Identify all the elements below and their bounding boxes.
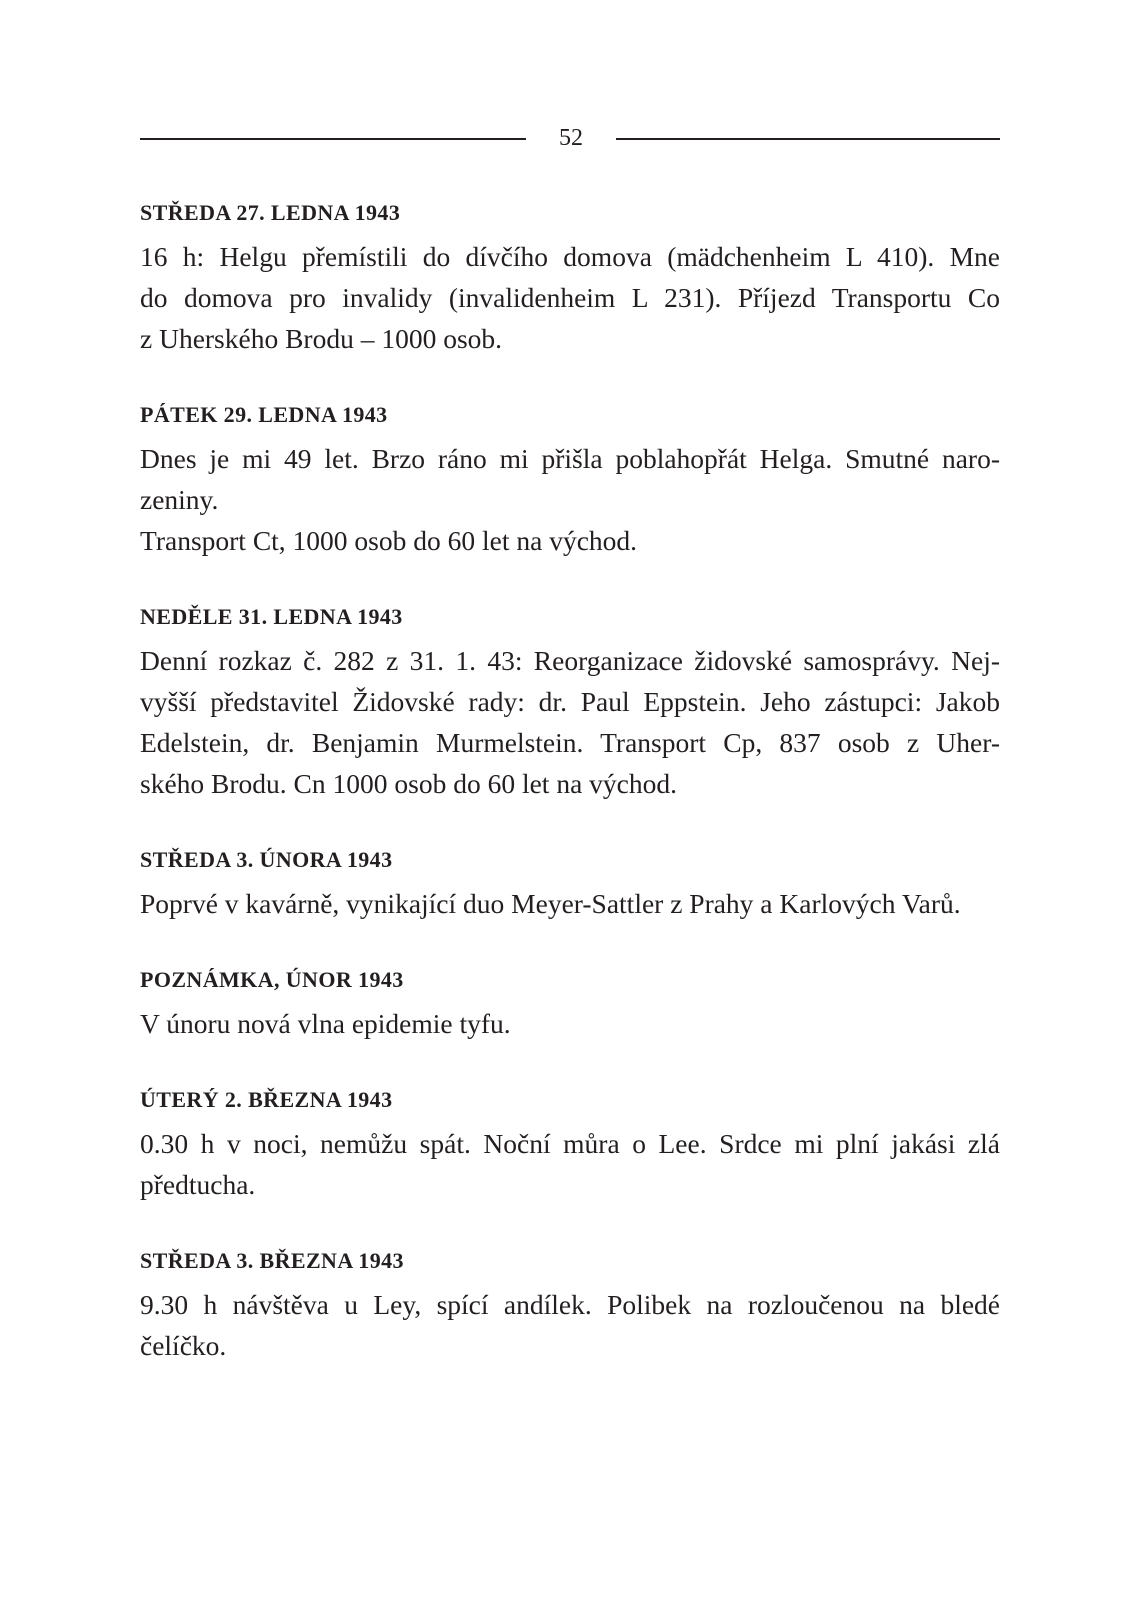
entry-text	[140, 236, 1000, 359]
entry-date-heading: POZNÁMKA, ÚNOR 1943	[140, 967, 404, 992]
diary-entry	[140, 196, 1000, 359]
entry-date-heading: ÚTERÝ 2. BŘEZNA 1943	[140, 1087, 393, 1112]
text-line: Denní rozkaz č. 282 z 31. 1. 43: Reorganizace židovské samosprávy. Nej-	[140, 645, 1000, 676]
text-line: čelíčko.	[140, 1330, 227, 1361]
entry-text	[140, 1003, 1000, 1044]
text-line: z Uherského Brodu – 1000 osob.	[140, 323, 503, 354]
text-line: zeniny.	[140, 484, 219, 515]
text-line: předtucha.	[140, 1169, 256, 1200]
text-line: Transport Ct, 1000 osob do 60 let na východ.	[140, 525, 638, 556]
diary-entry	[140, 1244, 1000, 1366]
entry-text	[140, 438, 1000, 561]
text-line: 0.30 h v noci, nemůžu spát. Noční můra o Lee. Srdce mi plní jakási zlá	[140, 1128, 1000, 1159]
entry-date-heading: STŘEDA 27. LEDNA 1943	[140, 200, 401, 225]
header-rule-left	[140, 138, 526, 140]
diary-entries	[140, 196, 1000, 1405]
text-line: ského Brodu. Cn 1000 osob do 60 let na východ.	[140, 768, 677, 799]
entry-date-heading: PÁTEK 29. LEDNA 1943	[140, 402, 388, 427]
diary-entry	[140, 843, 1000, 924]
text-line: Edelstein, dr. Benjamin Murmelstein. Transport Cp, 837 osob z Uher-	[140, 727, 1000, 758]
page-number: 52	[559, 125, 583, 151]
text-line: 9.30 h návštěva u Ley, spící andílek. Polibek na rozloučenou na bledé	[140, 1289, 1000, 1320]
text-line: do domova pro invalidy (invalidenheim L 231). Příjezd Transportu Co	[140, 282, 1000, 313]
entry-date-heading: STŘEDA 3. BŘEZNA 1943	[140, 1248, 404, 1273]
entry-text	[140, 640, 1000, 804]
page-header	[140, 122, 1000, 154]
entry-date-heading: NEDĚLE 31. LEDNA 1943	[140, 604, 403, 629]
text-line: V únoru nová vlna epidemie tyfu.	[140, 1008, 511, 1039]
text-line: Dnes je mi 49 let. Brzo ráno mi přišla poblahopřát Helga. Smutné naro-	[140, 443, 1000, 474]
entry-text	[140, 1284, 1000, 1366]
text-line: Poprvé v kavárně, vynikající duo Meyer-Sattler z Prahy a Karlových Varů.	[140, 888, 961, 919]
header-rule-right	[616, 138, 1000, 140]
text-line: vyšší představitel Židovské rady: dr. Paul Eppstein. Jeho zástupci: Jakob	[140, 686, 1000, 717]
entry-text	[140, 883, 1000, 924]
diary-entry	[140, 963, 1000, 1044]
diary-entry	[140, 398, 1000, 561]
diary-entry	[140, 1083, 1000, 1205]
entry-text	[140, 1123, 1000, 1205]
book-page	[140, 0, 1000, 1615]
entry-date-heading: STŘEDA 3. ÚNORA 1943	[140, 847, 393, 872]
diary-entry	[140, 600, 1000, 804]
text-line: 16 h: Helgu přemístili do dívčího domova (mädchenheim L 410). Mne	[140, 241, 1000, 272]
